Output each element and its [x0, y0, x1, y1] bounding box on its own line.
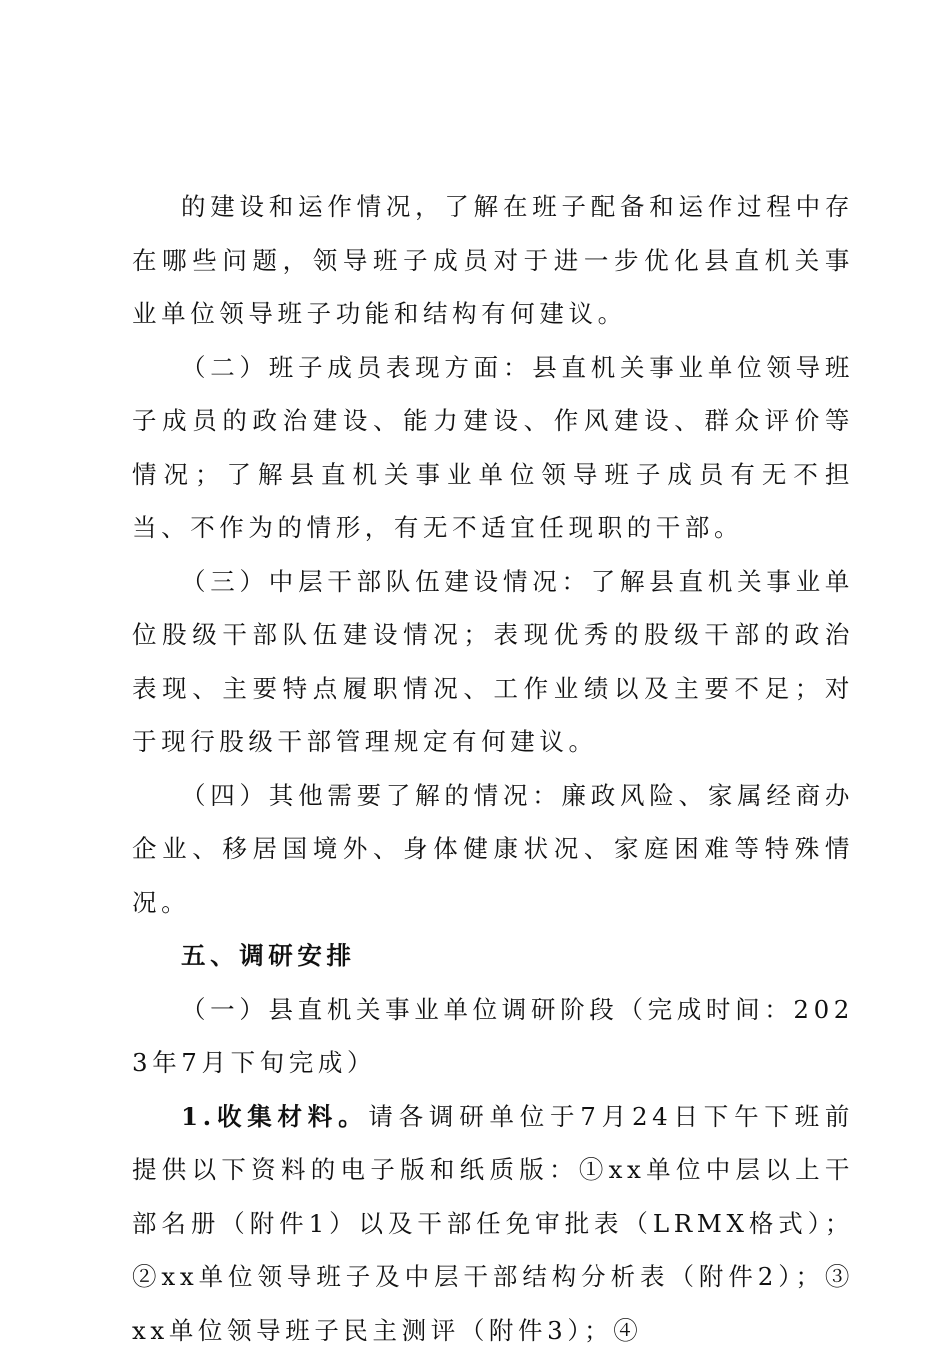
sub-heading-research-stage: （一）县直机关事业单位调研阶段（完成时间：2023年7月下旬完成）: [132, 983, 854, 1090]
paragraph-other-situations: （四）其他需要了解的情况：廉政风险、家属经商办企业、移居国境外、身体健康状况、家庭困难等特殊情况。: [132, 769, 854, 930]
item-text-collect-materials: 请各调研单位于7月24日下午下班前提供以下资料的电子版和纸质版：①xx单位中层以上干部名册（附件1）以及干部任免审批表（LRMX格式）；②xx单位领导班子及中层干部结构分析表（附件2）；③xx单位领导班子民主测评（附件3）；④: [132, 1102, 854, 1345]
paragraph-member-performance: （二）班子成员表现方面：县直机关事业单位领导班子成员的政治建设、能力建设、作风建设、群众评价等情况；了解县直机关事业单位领导班子成员有无不担当、不作为的情形，有无不适宜任现职的干部。: [132, 341, 854, 555]
paragraph-middle-cadre: （三）中层干部队伍建设情况：了解县直机关事业单位股级干部队伍建设情况；表现优秀的股级干部的政治表现、主要特点履职情况、工作业绩以及主要不足；对于现行股级干部管理规定有何建议。: [132, 555, 854, 769]
item-lead-collect-materials: 1.收集材料。: [181, 1102, 368, 1131]
paragraph-collect-materials: [132, 1090, 854, 1357]
section-heading-research-arrangement: 五、调研安排: [132, 929, 854, 983]
paragraph-team-operation: 的建设和运作情况，了解在班子配备和运作过程中存在哪些问题，领导班子成员对于进一步优化县直机关事业单位领导班子功能和结构有何建议。: [132, 180, 854, 341]
document-body: [132, 180, 854, 1357]
